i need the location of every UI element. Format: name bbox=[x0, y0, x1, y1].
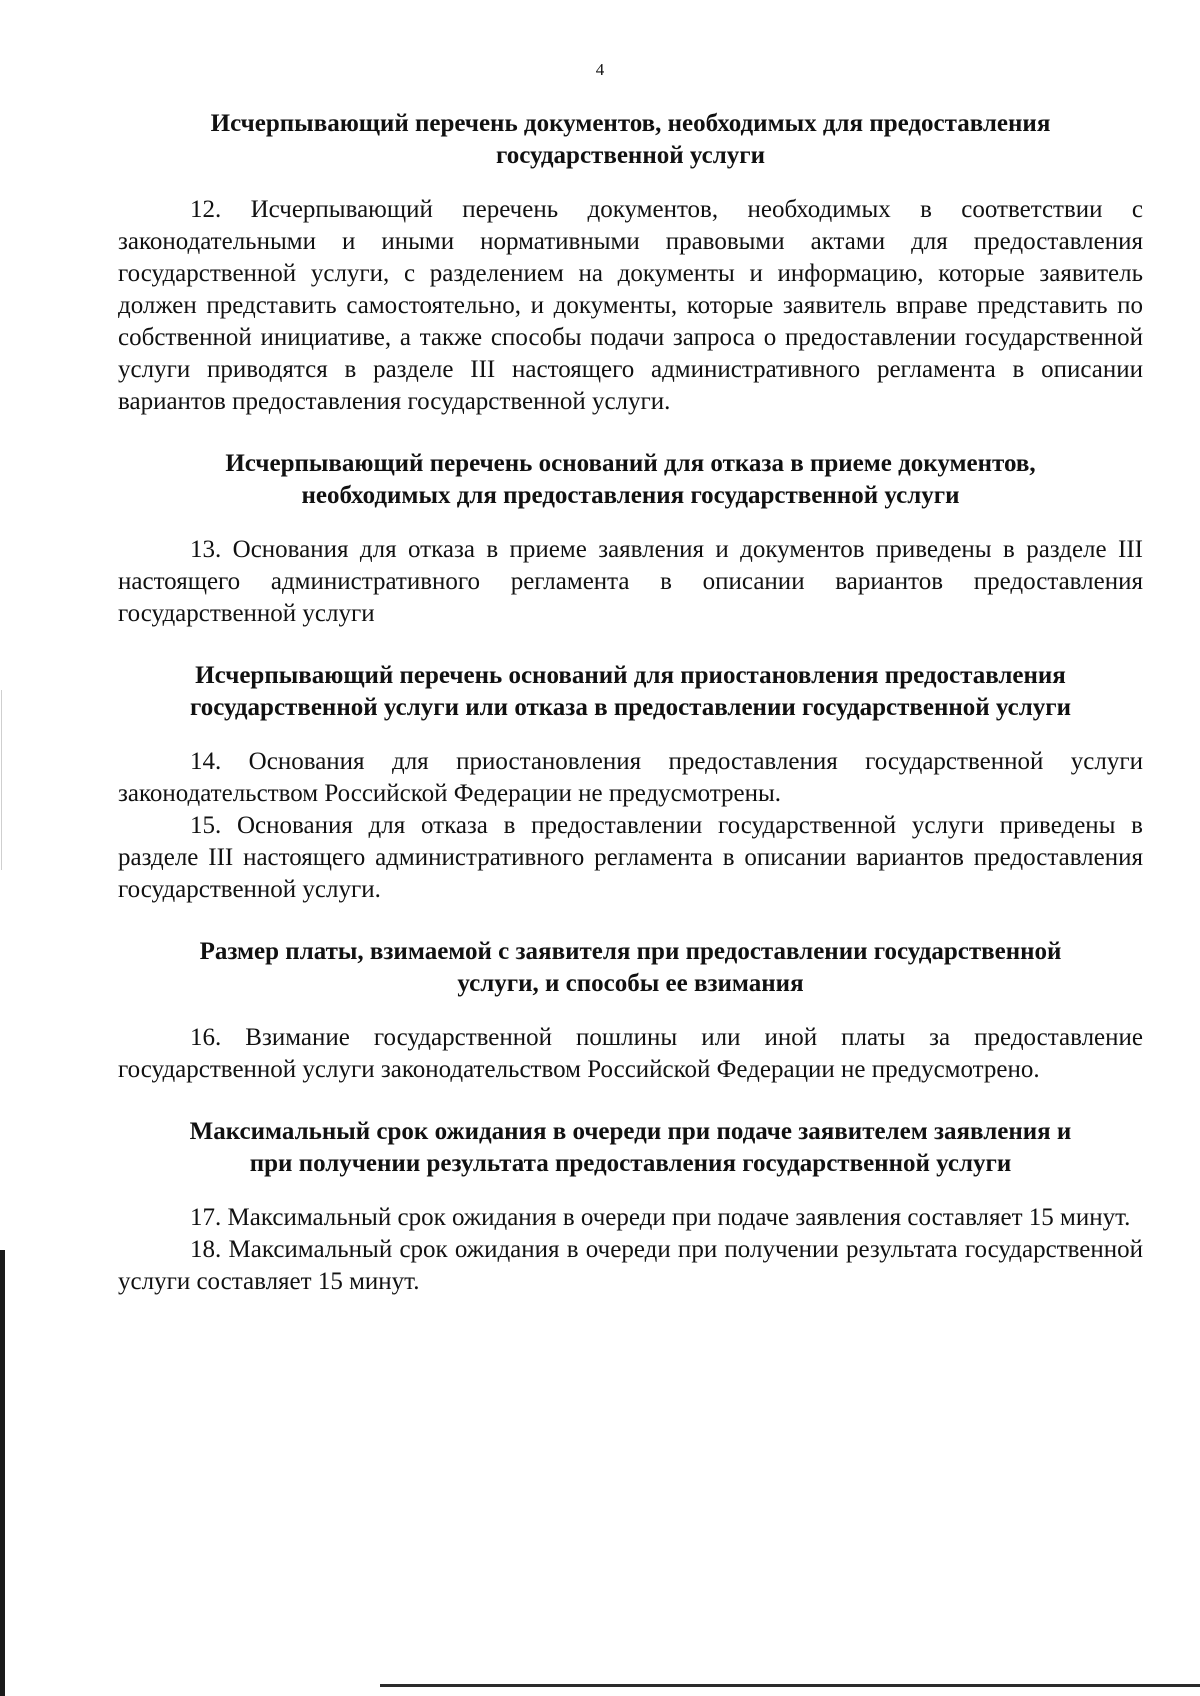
heading-line: необходимых для предоставления государственной услуги bbox=[301, 482, 960, 509]
paragraph-14: 14. Основания для приостановления предоставления государственной услуги законодательством Российской Федерации не предусмотрены. bbox=[118, 748, 1143, 807]
paragraph-15: 15. Основания для отказа в предоставлении государственной услуги приведены в разделе III настоящего административного регламента в описании вариантов предоставления государственной услуги. bbox=[118, 812, 1143, 903]
scan-edge-mark bbox=[1, 690, 2, 870]
section-refusal-acceptance bbox=[118, 448, 1143, 630]
heading-line: при получении результата предоставления государственной услуги bbox=[249, 1150, 1012, 1177]
heading-line: Исчерпывающий перечень документов, необходимых для предоставления bbox=[210, 110, 1051, 137]
paragraph-13: 13. Основания для отказа в приеме заявления и документов приведены в разделе III настоящего административного регламента в описании вариантов предоставления государственной услуги bbox=[118, 536, 1143, 627]
heading-line: государственной услуги или отказа в предоставлении государственной услуги bbox=[189, 694, 1072, 721]
document-body bbox=[118, 108, 1143, 1298]
heading-line: Исчерпывающий перечень оснований для отказа в приеме документов, bbox=[225, 450, 1036, 477]
paragraph-17: 17. Максимальный срок ожидания в очереди при подаче заявления составляет 15 минут. bbox=[190, 1204, 1131, 1231]
section-heading bbox=[118, 1116, 1143, 1180]
section-heading bbox=[118, 448, 1143, 512]
heading-line: услуги, и способы ее взимания bbox=[457, 970, 804, 997]
section-suspension-refusal bbox=[118, 660, 1143, 906]
heading-line: Максимальный срок ожидания в очереди при подаче заявителем заявления и bbox=[189, 1118, 1072, 1145]
paragraph-12: 12. Исчерпывающий перечень документов, необходимых в соответствии с законодательными и иными нормативными правовыми актами для предоставления государственной услуги, с разделением на документы и информацию, которые заявитель должен представить самостоятельно, и документы, которые заявитель вправе представить по собственной инициативе, а также способы подачи запроса о предоставлении государственной услуги приводятся в разделе III настоящего административного регламента в описании вариантов предоставления государственной услуги. bbox=[118, 196, 1143, 415]
paragraph-18: 18. Максимальный срок ожидания в очереди при получении результата государственной услуги составляет 15 минут. bbox=[118, 1236, 1143, 1295]
section-fee bbox=[118, 936, 1143, 1086]
page-number: 4 bbox=[595, 60, 605, 79]
heading-line: Исчерпывающий перечень оснований для приостановления предоставления bbox=[195, 662, 1066, 689]
heading-line: государственной услуги bbox=[495, 142, 766, 169]
section-heading bbox=[118, 936, 1143, 1000]
heading-line: Размер платы, взимаемой с заявителя при предоставлении государственной bbox=[199, 938, 1062, 965]
scan-left-border bbox=[0, 1250, 5, 1696]
section-heading bbox=[118, 660, 1143, 724]
section-heading bbox=[118, 108, 1143, 172]
paragraph-16: 16. Взимание государственной пошлины или иной платы за предоставление государственной услуги законодательством Российской Федерации не предусмотрено. bbox=[118, 1024, 1143, 1083]
section-documents-list bbox=[118, 108, 1143, 418]
section-waiting-time bbox=[118, 1116, 1143, 1298]
scan-bottom-border bbox=[380, 1684, 1200, 1687]
